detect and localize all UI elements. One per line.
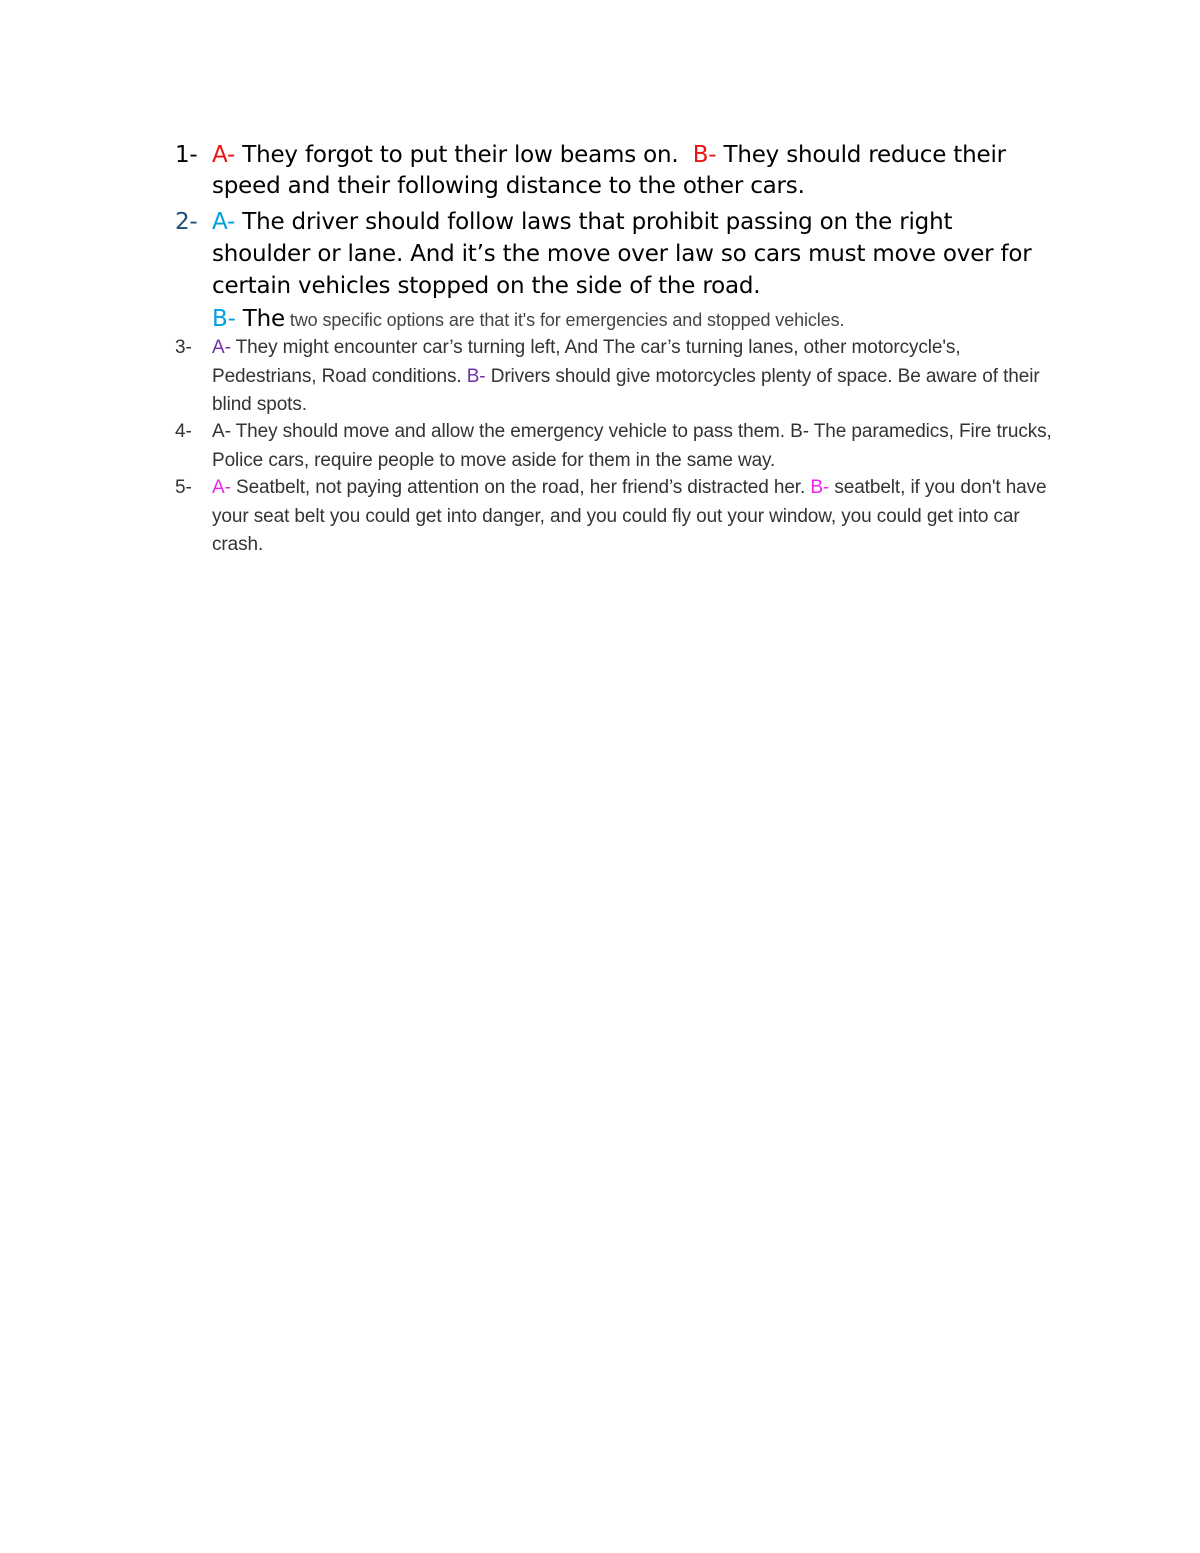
answer-3-number: 3- bbox=[175, 337, 192, 358]
answer-3-a-label: A- bbox=[212, 337, 231, 358]
answer-4 bbox=[175, 418, 1055, 475]
answer-1-a-label: A- bbox=[212, 142, 236, 168]
answer-5-b-label: B- bbox=[810, 477, 830, 498]
answer-2 bbox=[175, 206, 1055, 335]
answer-5-a-text: Seatbelt, not paying attention on the road, her friend’s distracted her. bbox=[230, 477, 811, 498]
answer-2-b-label: B- bbox=[212, 306, 236, 332]
answer-3-b-label: B- bbox=[466, 365, 486, 387]
answer-2-b-line bbox=[212, 304, 1055, 335]
answer-1-body bbox=[212, 140, 1055, 202]
answer-5-number: 5- bbox=[175, 477, 192, 498]
answer-4-body: A- They should move and allow the emergency vehicle to pass them. B- The paramedics, Fire trucks, Police cars, require people to move aside for them in the same way. bbox=[212, 421, 1052, 471]
answer-1-b-text: They should reduce their speed and their following distance to the other cars. bbox=[212, 142, 1006, 199]
answer-3 bbox=[175, 334, 1055, 420]
answer-5 bbox=[175, 474, 1055, 560]
answer-1 bbox=[175, 140, 1055, 202]
answer-2-body bbox=[212, 206, 1055, 335]
answer-4-number: 4- bbox=[175, 421, 192, 442]
answer-5-a-label: A- bbox=[212, 477, 231, 498]
answer-2-a-text: The driver should follow laws that prohibit passing on the right shoulder or lane. And it’s the move over law so cars must move over for certain vehicles stopped on the side of the road. bbox=[212, 209, 1032, 299]
answer-3-b-text: Drivers should give motorcycles plenty of space. Be aware of their blind spots. bbox=[212, 365, 1040, 415]
answer-5-body bbox=[212, 474, 1055, 560]
answer-5-b-text: seatbelt, if you don't have your seat belt you could get into danger, and you could fly out your window, you could get into car crash. bbox=[212, 477, 1047, 555]
answer-1-a-text: They forgot to put their low beams on. bbox=[235, 142, 693, 168]
answer-1-b-label: B- bbox=[692, 142, 717, 168]
answer-3-a-text: They might encounter car’s turning left, And The car’s turning lanes, other motorcycle's, Pedestrians, Road conditions. bbox=[212, 337, 961, 387]
answer-2-b-text: two specific options are that it's for emergencies and stopped vehicles. bbox=[284, 310, 845, 330]
answer-2-number: 2- bbox=[175, 209, 198, 235]
answer-3-body bbox=[212, 334, 1055, 420]
answer-2-b-text-bold: The bbox=[235, 306, 285, 332]
answer-2-a-label: A- bbox=[212, 209, 236, 235]
answer-1-number: 1- bbox=[175, 142, 198, 168]
